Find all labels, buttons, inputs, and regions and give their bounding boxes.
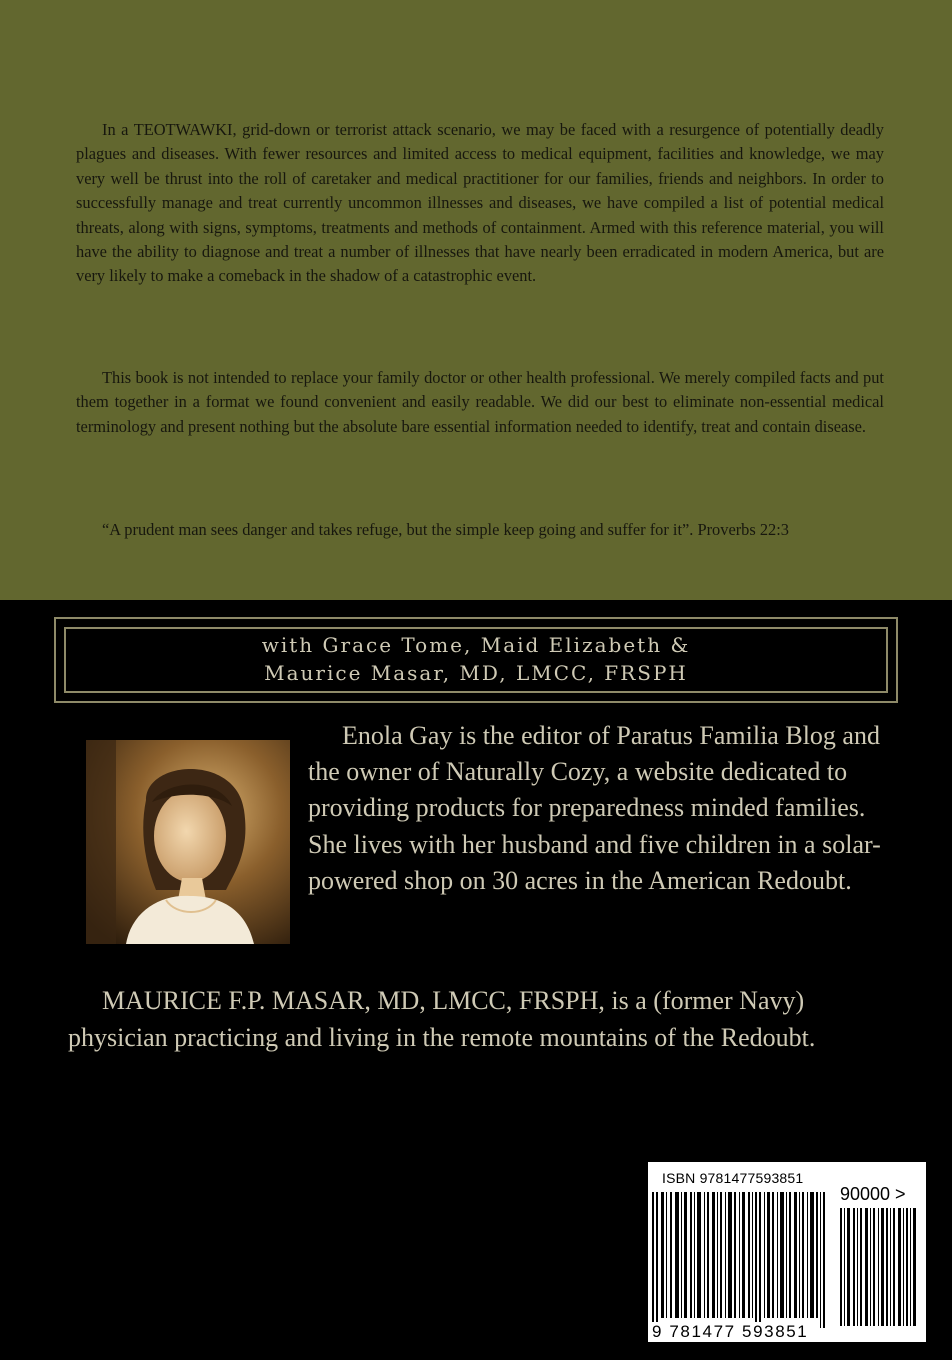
coauthor-bio: MAURICE F.P. MASAR, MD, LMCC, FRSPH, is a (former Navy) physician practicing and living in the remote mountains of the Redoubt. (68, 986, 816, 1052)
isbn-label: ISBN 9781477593851 (662, 1170, 804, 1186)
price-code: 90000 > (840, 1184, 906, 1204)
coauthor-credits-frame (54, 617, 898, 703)
credits-line-1: with Grace Tome, Maid Elizabeth & (261, 633, 691, 657)
author-photo (86, 740, 290, 944)
isbn-barcode (648, 1162, 926, 1342)
blurb-paragraph-1: In a TEOTWAWKI, grid-down or terrorist attack scenario, we may be faced with a resurgence of potentially deadly plagues and diseases. With fewer resources and limited access to medical equipment, facilities and knowledge, we may very well be thrust into the roll of caretaker and medical practitioner for our families, friends and neighbors. In order to successfully manage and treat currently uncommon illnesses and diseases, we have compiled a list of potential medical threats, along with signs, symptoms, treatments and methods of containment. Armed with this reference material, you will have the ability to diagnose and treat a number of illnesses that have nearly been erradicated in modern America, but are very likely to make a comeback in the shadow of a catastrophic event. (76, 120, 884, 286)
barcode-digits: 9 781477 593851 (652, 1322, 809, 1341)
credits-inner-border (64, 627, 888, 693)
credits-line-2: Maurice Masar, MD, LMCC, FRSPH (264, 661, 688, 685)
author-portrait-image (86, 740, 290, 944)
blurb-paragraph-2: This book is not intended to replace your family doctor or other health professional. We merely compiled facts and put them together in a format we found convenient and easily readable. We did our best to eliminate non-essential medical terminology and present nothing but the absolute bare essential information needed to identify, treat and contain disease. (76, 368, 884, 436)
back-cover-top-panel (0, 0, 952, 600)
proverbs-quote: “A prudent man sees danger and takes refuge, but the simple keep going and suffer for it”. Proverbs 22:3 (102, 520, 789, 539)
author-bio: Enola Gay is the editor of Paratus Familia Blog and the owner of Naturally Cozy, a website dedicated to providing products for preparedness minded families. She lives with her husband and five children in a solar-powered shop on 30 acres in the American Redoubt. (308, 721, 881, 895)
